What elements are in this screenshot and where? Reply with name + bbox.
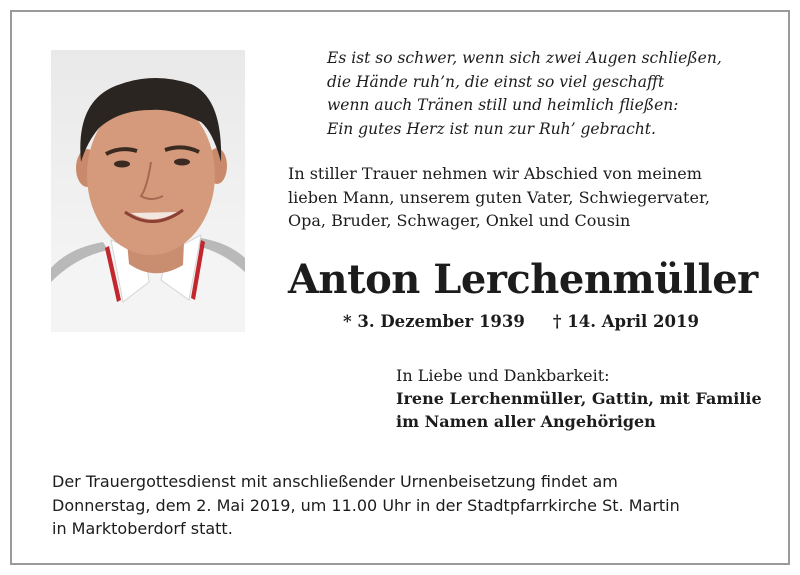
memorial-poem [327,47,767,141]
signature-relatives: im Namen aller Angehörigen [396,412,656,431]
service-line: in Marktoberdorf statt. [52,519,233,538]
funeral-service-info [52,470,752,541]
intro-line: lieben Mann, unserem guten Vater, Schwiegervater, [288,187,710,207]
signature-block [396,364,762,433]
poem-line: wenn auch Tränen still und heimlich fließen: [327,96,679,114]
signature-family: Irene Lerchenmüller, Gattin, mit Familie [396,389,762,408]
poem-line: Ein gutes Herz ist nun zur Ruh’ gebracht. [327,119,656,138]
poem-line: Es ist so schwer, wenn sich zwei Augen schließen, [327,49,722,67]
intro-line: Opa, Bruder, Schwager, Onkel und Cousin [288,211,631,230]
deceased-name: Anton Lerchenmüller [288,256,758,303]
portrait-photo [51,50,245,332]
poem-line: die Hände ruh’n, die einst so viel geschafft [327,72,665,91]
mourning-intro [288,162,758,233]
service-line: Donnerstag, dem 2. Mai 2019, um 11.00 Uhr in der Stadtpfarrkirche St. Martin [52,495,680,515]
intro-line: In stiller Trauer nehmen wir Abschied von meinem [288,164,702,183]
signature-lead: In Liebe und Dankbarkeit: [396,366,610,385]
service-line: Der Trauergottesdienst mit anschließender Urnenbeisetzung findet am [52,472,618,491]
death-date: † 14. April 2019 [552,312,699,331]
life-dates [343,312,699,331]
birth-date: * 3. Dezember 1939 [343,312,525,331]
